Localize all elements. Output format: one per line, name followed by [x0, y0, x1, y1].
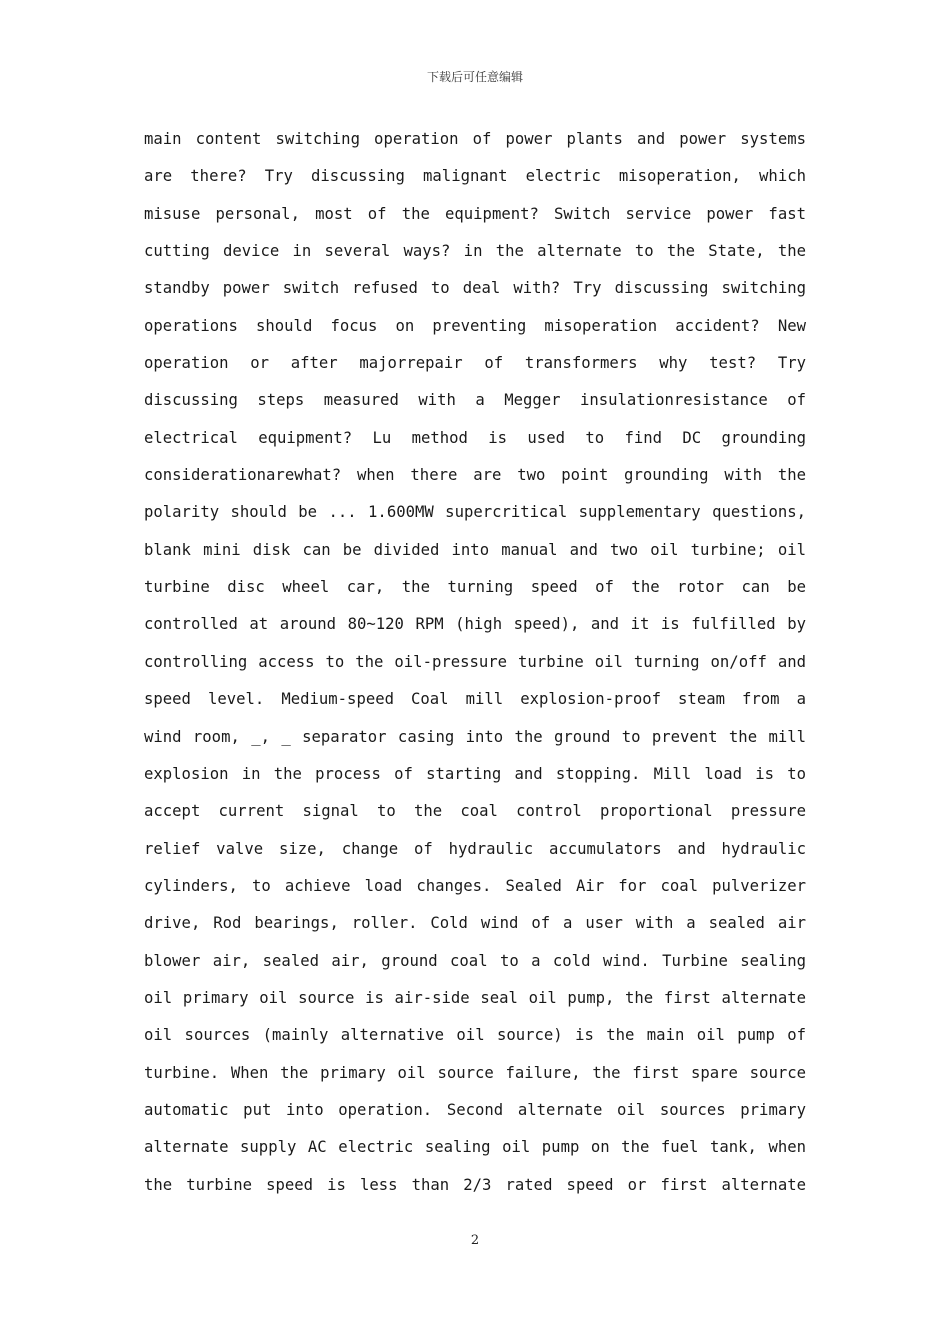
text-line: standby power switch refused to deal with? Try discussing switching [144, 279, 806, 298]
text-line: wind room, _, _ separator casing into the ground to prevent the mill [144, 727, 806, 746]
text-line: operations should focus on preventing misoperation accident? New [144, 316, 806, 335]
text-line: speed level. Medium-speed Coal mill explosion-proof steam from a [144, 690, 806, 709]
text-line: turbine. When the primary oil source failure, the first spare source [144, 1063, 806, 1082]
text-line: cylinders, to achieve load changes. Sealed Air for coal pulverizer [144, 876, 806, 895]
text-line: alternate supply AC electric sealing oil pump on the fuel tank, when [144, 1138, 806, 1157]
text-line: the turbine speed is less than 2/3 rated speed or first alternate [144, 1175, 806, 1194]
text-line: misuse personal, most of the equipment? Switch service power fast [144, 204, 806, 223]
text-line: are there? Try discussing malignant electric misoperation, which [144, 167, 806, 186]
body-text [144, 124, 806, 1207]
text-line: discussing steps measured with a Megger insulationresistance of [144, 391, 806, 410]
text-line: considerationarewhat? when there are two point grounding with the [144, 466, 806, 485]
text-line: explosion in the process of starting and stopping. Mill load is to [144, 764, 806, 783]
text-line: cutting device in several ways? in the alternate to the State, the [144, 242, 806, 261]
text-line: oil sources (mainly alternative oil source) is the main oil pump of [144, 1026, 806, 1045]
text-line: electrical equipment? Lu method is used to find DC grounding [144, 428, 806, 447]
text-line: controlled at around 80~120 RPM (high speed), and it is fulfilled by [144, 615, 806, 634]
text-line: operation or after majorrepair of transformers why test? Try [144, 354, 806, 373]
text-line: blower air, sealed air, ground coal to a cold wind. Turbine sealing [144, 951, 806, 970]
text-line: polarity should be ... 1.600MW supercritical supplementary questions, [144, 503, 806, 522]
text-line: relief valve size, change of hydraulic accumulators and hydraulic [144, 839, 806, 858]
text-line: controlling access to the oil-pressure turbine oil turning on/off and [144, 652, 806, 671]
page-number: 2 [470, 1233, 480, 1248]
text-line: accept current signal to the coal control proportional pressure [144, 802, 806, 821]
page-header: 下载后可任意编辑 [426, 70, 523, 84]
text-line: blank mini disk can be divided into manual and two oil turbine; oil [144, 540, 806, 559]
text-line: drive, Rod bearings, roller. Cold wind of a user with a sealed air [144, 914, 806, 933]
text-line: main content switching operation of power plants and power systems [144, 130, 806, 148]
text-line: turbine disc wheel car, the turning speed of the rotor can be [144, 578, 806, 597]
text-line: automatic put into operation. Second alternate oil sources primary [144, 1100, 806, 1119]
text-line: oil primary oil source is air-side seal oil pump, the first alternate [144, 988, 806, 1007]
